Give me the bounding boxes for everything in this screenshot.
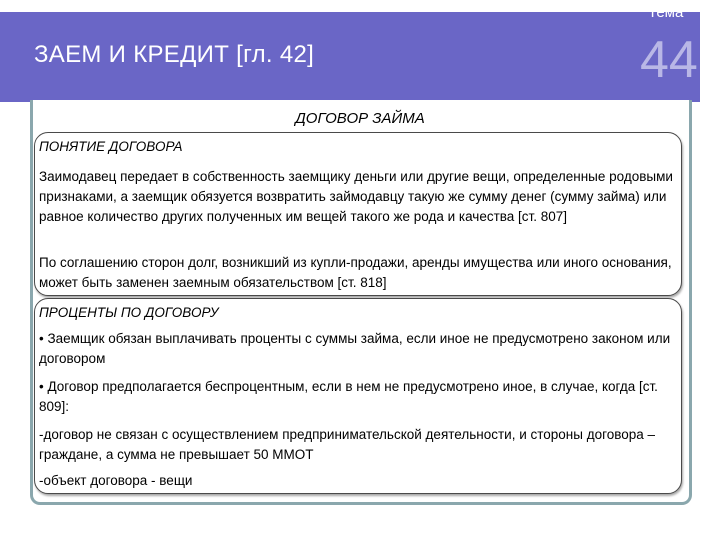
concept-box	[34, 132, 682, 296]
concept-definition: Заимодавец передает в собственность заемщику деньги или другие вещи, определенные родовыми признаками, а заемщик обязуется возвратить займодавцу такую же сумму денег (сумму займа) или равное количество других полученных им вещей такого же рода и качества [ст. 807]	[39, 169, 673, 224]
interest-condition-1: -договор не связан с осуществлением предпринимательской деятельности, и стороны договора – граждане, а сумма не превышает 50 ММОТ	[39, 427, 656, 462]
interest-box	[34, 298, 682, 494]
interest-condition-2: -объект договора - вещи	[39, 473, 193, 488]
topic-number: 44	[640, 31, 698, 89]
title-bar	[0, 12, 700, 102]
page-title: ЗАЕМ И КРЕДИТ [гл. 42]	[34, 41, 315, 68]
concept-title: ПОНЯТИЕ ДОГОВОРА	[39, 139, 183, 154]
concept-novation: По соглашению сторон долг, возникший из купли-продажи, аренды имущества или иного основания, может быть заменен заемным обязательством [ст. 818]	[39, 255, 672, 290]
interest-point-1: • Заемщик обязан выплачивать проценты с суммы займа, если иное не предусмотрено законом или договором	[39, 331, 671, 366]
section-heading: ДОГОВОР ЗАЙМА	[295, 110, 425, 127]
interest-title: ПРОЦЕНТЫ ПО ДОГОВОРУ	[39, 305, 219, 320]
interest-point-2: • Договор предполагается беспроцентным, если в нем не предусмотрено иное, в случае, когда [ст. 809]:	[39, 379, 658, 414]
topic-label: Тема	[648, 4, 684, 21]
